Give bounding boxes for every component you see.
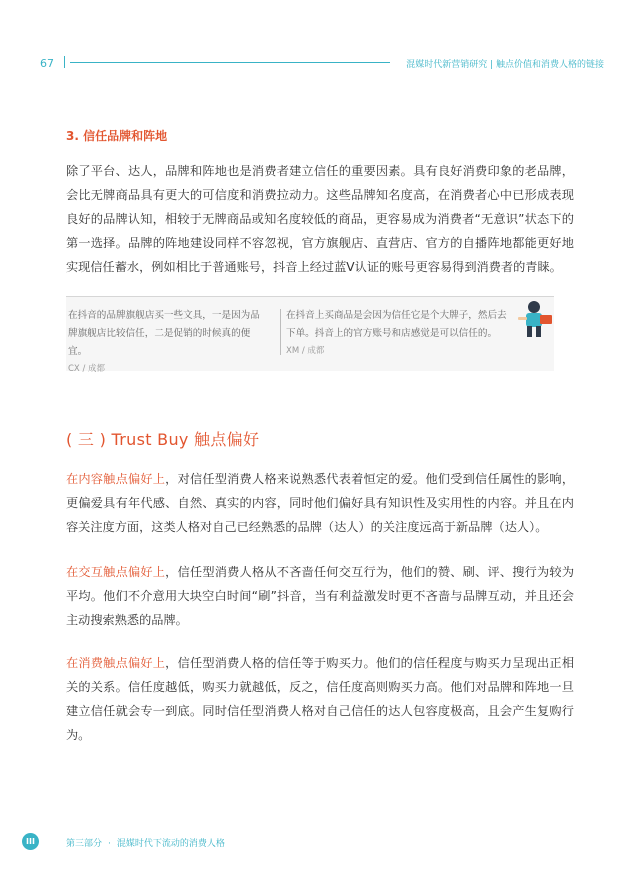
- body-paragraph: [66, 651, 574, 747]
- header-rule-tick: [64, 56, 65, 68]
- part-badge: III: [22, 833, 39, 850]
- section-heading-trust-brand: 3. 信任品牌和阵地: [66, 129, 168, 143]
- paragraph-body: ，信任型消费人格的信任等于购买力。他们的信任程度与购买力呈现出正相关的关系。信任度越低，购买力就越低，反之，信任度高则购买力高。他们对品牌和阵地一旦建立信任就会专一到底。同时信任型消费人格对自己信任的达人包容度极高，且会产生复购行为。: [66, 656, 575, 742]
- body-paragraph: [66, 467, 574, 539]
- quote-divider: [280, 309, 281, 355]
- quote-text: 在抖音上买商品是会因为信任它是个大牌子，然后去下单。抖音上的官方账号和店感觉是可以信任的。: [286, 310, 507, 339]
- quote-text: 在抖音的品牌旗舰店买一些文具，一是因为品牌旗舰店比较信任，二是促销的时候真的便宜。: [68, 310, 260, 357]
- interview-quote: [286, 307, 514, 359]
- paragraph-body: ，信任型消费人格从不吝啬任何交互行为，他们的赞、刷、评、搜行为较为平均。他们不介意用大块空白时间“刷”抖音，当有利益激发时更不吝啬与品牌互动，并且还会主动搜索熟悉的品牌。: [66, 565, 575, 627]
- header-rule-line: [70, 62, 390, 63]
- quote-author: XM / 成都: [286, 346, 325, 356]
- page-header: [38, 50, 604, 74]
- quote-author: CX / 成都: [68, 364, 106, 374]
- footer-part: 第三部分: [66, 839, 103, 849]
- person-illustration-icon: [514, 293, 558, 339]
- interview-quote: [68, 307, 268, 377]
- interview-quote-box: [66, 296, 554, 374]
- highlight-lead: 在消费触点偏好上: [66, 656, 166, 670]
- section-title-trust-buy: ( 三 ) Trust Buy 触点偏好: [66, 430, 260, 449]
- page-footer: [22, 832, 610, 852]
- footer-title: 混媒时代下流动的消费人格: [116, 839, 225, 849]
- highlight-lead: 在内容触点偏好上: [66, 472, 166, 486]
- running-title: 混媒时代新营销研究 | 触点价值和消费人格的链接: [406, 60, 604, 70]
- page-number: 67: [40, 57, 54, 70]
- paragraph-body: ，对信任型消费人格来说熟悉代表着恒定的爱。他们受到信任属性的影响，更偏爱具有年代感、自然、真实的内容，同时他们偏好具有知识性及实用性的内容。并且在内容关注度方面，这类人格对自己已经熟悉的品牌（达人）的关注度远高于新品牌（达人）。: [66, 472, 575, 534]
- header-rule: [64, 56, 390, 68]
- footer-separator: ·: [108, 839, 111, 849]
- body-paragraph: [66, 560, 574, 632]
- footer-text: [66, 836, 225, 849]
- body-paragraph: 除了平台、达人，品牌和阵地也是消费者建立信任的重要因素。具有良好消费印象的老品牌，会比无牌商品具有更大的可信度和消费拉动力。这些品牌知名度高，在消费者心中已形成表现良好的品牌认知，相较于无牌商品或知名度较低的商品，更容易成为消费者“无意识”状态下的第一选择。品牌的阵地建设同样不容忽视，官方旗舰店、直营店、官方的自播阵地都能更好地实现信任蓄水，例如相比于普通账号，抖音上经过蓝Ⅴ认证的账号更容易得到消费者的青睐。: [66, 164, 574, 274]
- highlight-lead: 在交互触点偏好上: [66, 565, 166, 579]
